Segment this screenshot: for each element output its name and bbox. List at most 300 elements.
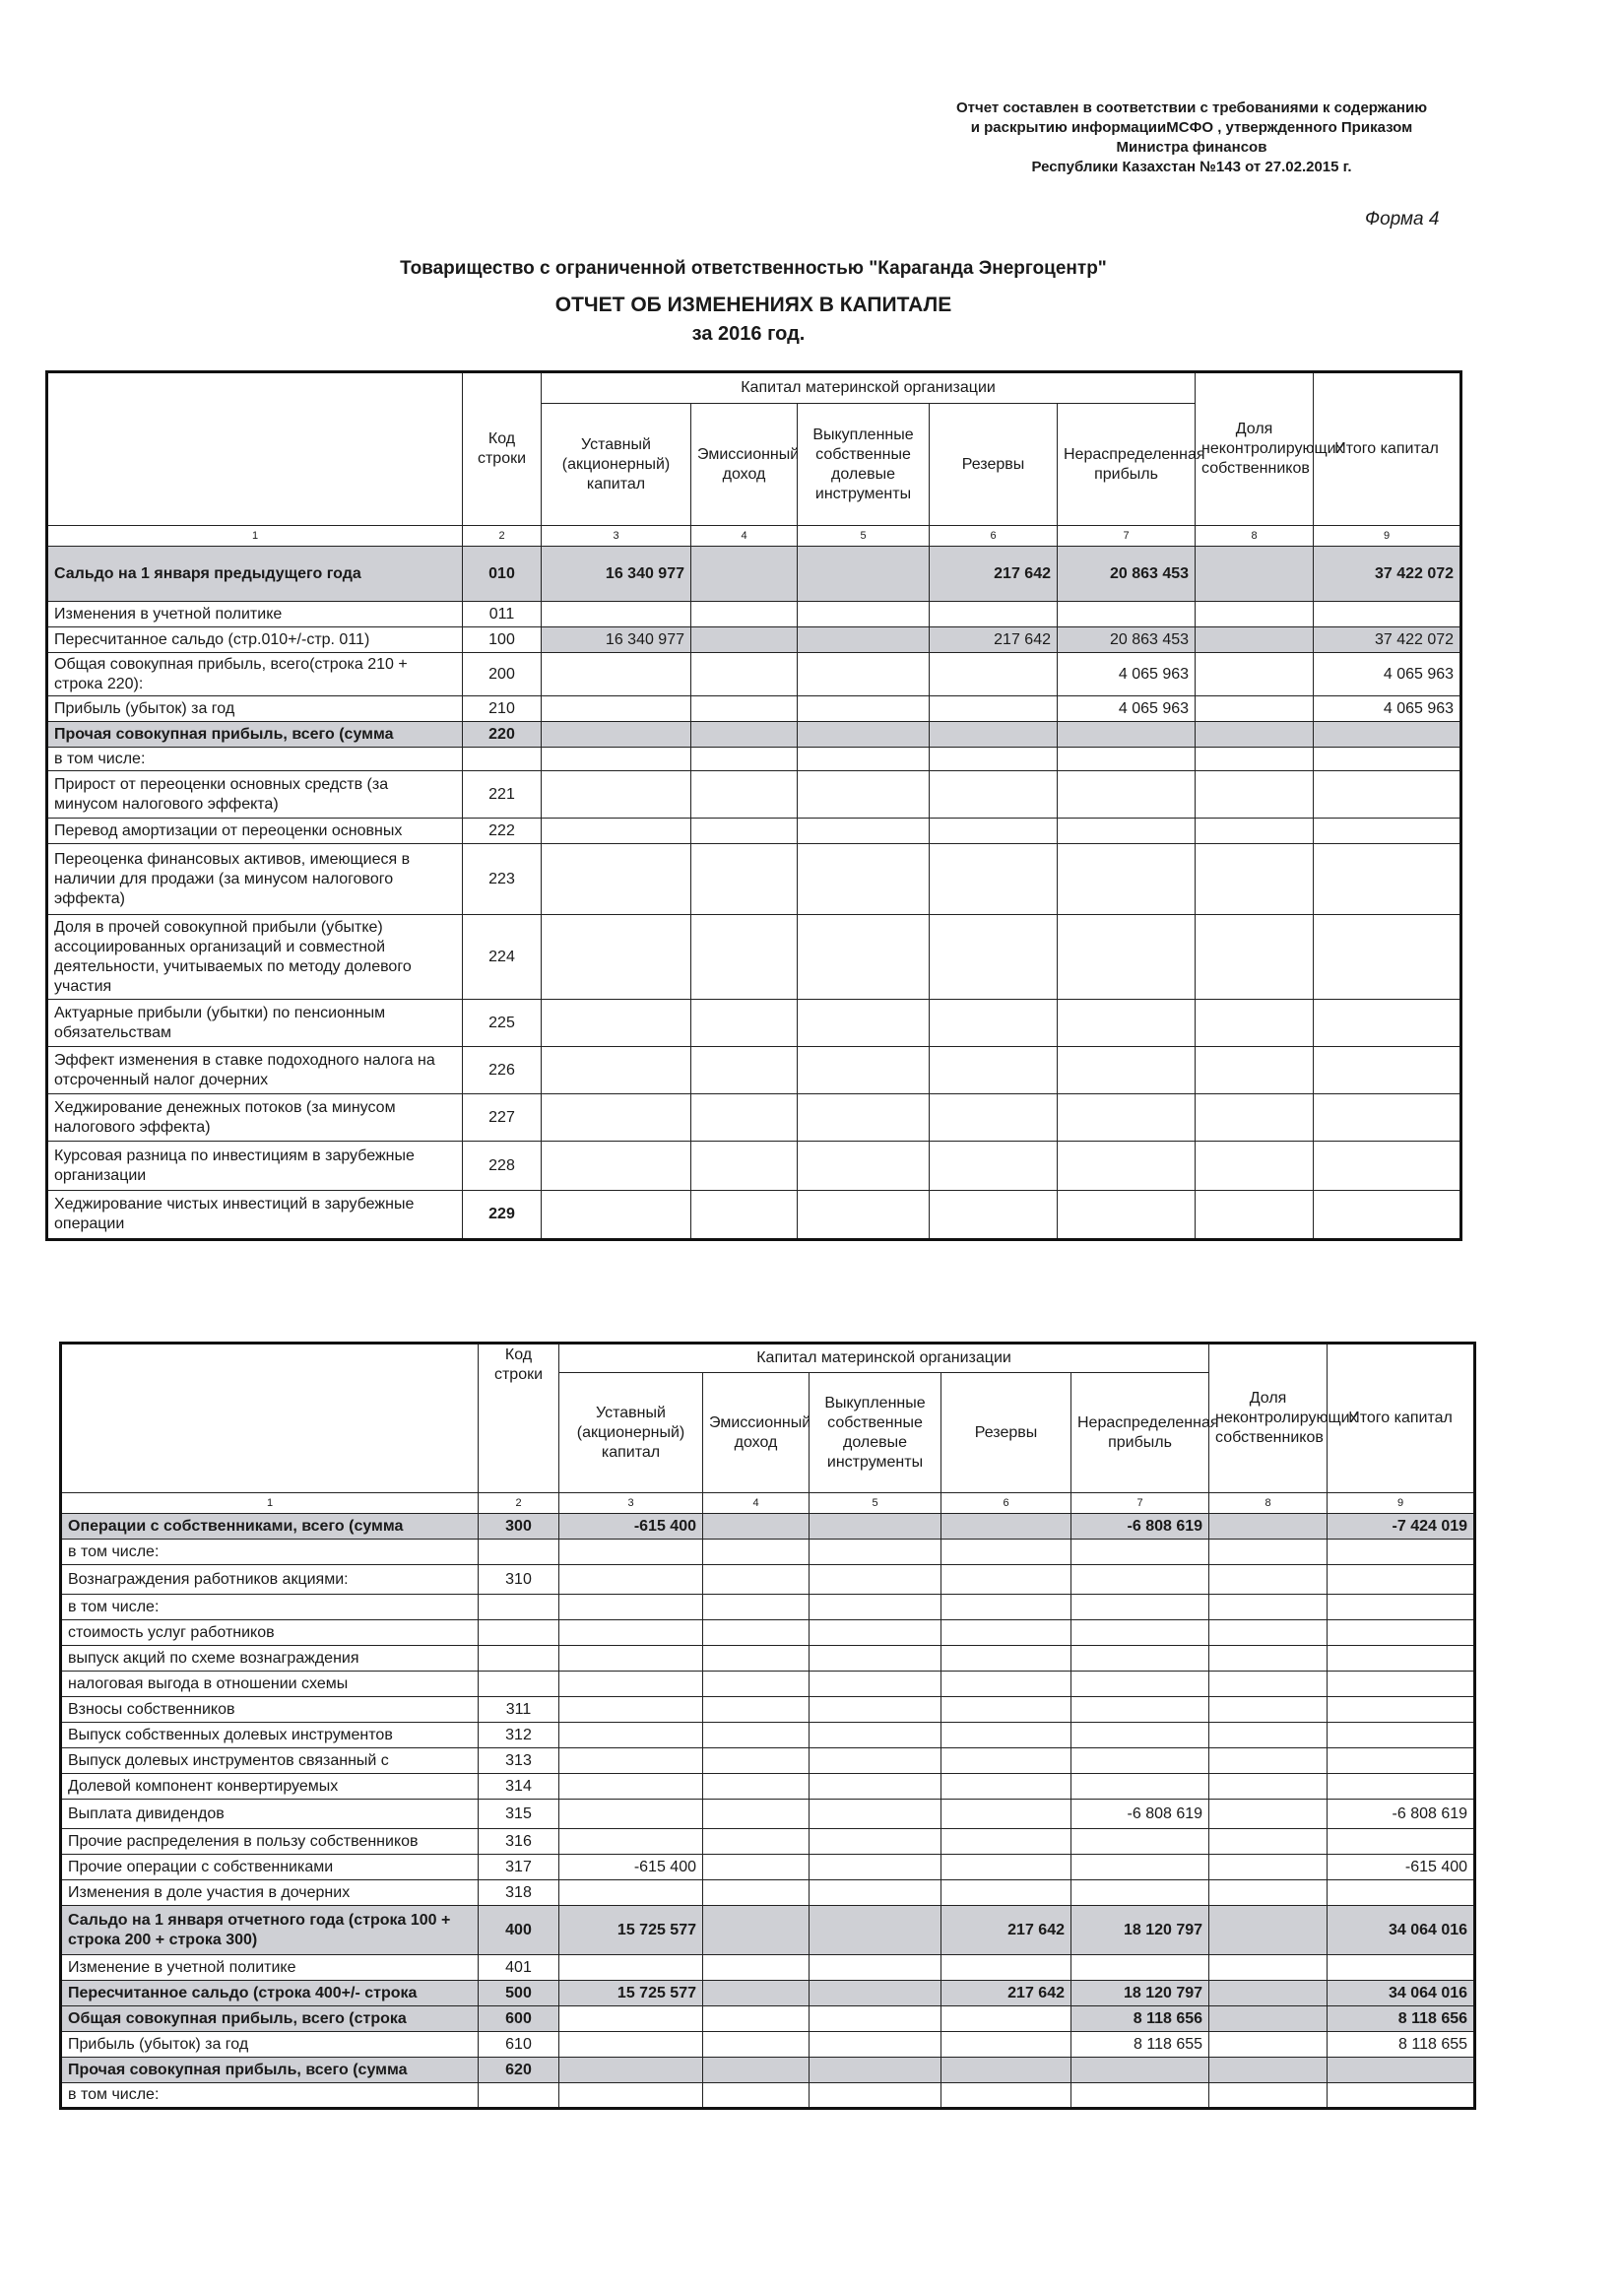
minority-cell [1209,1565,1328,1595]
row-label: Прочая совокупная прибыль, всего (сумма [61,2058,479,2083]
table-row [47,547,1461,602]
share-premium-cell [691,1142,798,1191]
share-capital-cell [559,1723,703,1748]
row-code: 228 [463,1142,542,1191]
minority-cell [1209,1829,1328,1855]
table-row [61,1800,1475,1829]
table-row [47,1191,1461,1240]
minority-cell [1196,771,1314,819]
report-period: за 2016 год. [691,323,806,345]
column-number: 1 [61,1493,479,1514]
treasury-shares-cell [810,1800,941,1829]
minority-cell [1196,844,1314,915]
total-cell [1328,1672,1475,1697]
minority-cell [1196,1047,1314,1094]
compliance-note-line: и раскрытию информацииМСФО , утвержденного Приказом [970,119,1413,136]
row-code: 010 [463,547,542,602]
row-label: Пересчитанное сальдо (строка 400+/- строка [61,1981,479,2006]
total-cell [1314,1094,1461,1142]
share-premium-cell [703,1955,810,1981]
row-label: Общая совокупная прибыль, всего (строка [61,2006,479,2032]
share-premium-cell [691,844,798,915]
row-code: 221 [463,771,542,819]
share-capital-cell [559,1672,703,1697]
total-cell: 8 118 655 [1328,2032,1475,2058]
retained-earnings-cell [1071,1540,1209,1565]
header-reserves: Резервы [930,404,1058,526]
header-code: Код строки [463,372,542,526]
minority-cell [1196,915,1314,1000]
table-row [61,2083,1475,2109]
minority-cell [1209,2058,1328,2083]
column-number: 5 [798,526,930,547]
row-code: 300 [479,1514,559,1540]
share-capital-cell: 16 340 977 [542,547,691,602]
retained-earnings-cell [1071,2058,1209,2083]
treasury-shares-cell [798,627,930,653]
row-label: Актуарные прибыли (убытки) по пенсионным обязательствам [47,1000,463,1047]
share-capital-cell [559,1955,703,1981]
row-code: 314 [479,1774,559,1800]
reserves-cell [930,1142,1058,1191]
minority-cell [1209,1880,1328,1906]
share-premium-cell [703,1723,810,1748]
row-code: 401 [479,1955,559,1981]
total-cell: 37 422 072 [1314,627,1461,653]
retained-earnings-cell [1058,1142,1196,1191]
share-premium-cell [703,2006,810,2032]
table-row [61,1880,1475,1906]
column-number: 5 [810,1493,941,1514]
table-row [47,1047,1461,1094]
retained-earnings-cell [1058,1094,1196,1142]
total-cell [1314,1000,1461,1047]
treasury-shares-cell [798,844,930,915]
share-capital-cell: -615 400 [559,1514,703,1540]
treasury-shares-cell [810,1697,941,1723]
share-premium-cell [691,696,798,722]
minority-cell [1209,1514,1328,1540]
reserves-cell [941,1565,1071,1595]
minority-cell [1209,1800,1328,1829]
total-cell [1314,844,1461,915]
reserves-cell [930,722,1058,748]
retained-earnings-cell [1058,1047,1196,1094]
share-capital-cell [542,748,691,771]
column-number: 3 [542,526,691,547]
row-code: 620 [479,2058,559,2083]
row-label: Прочие операции с собственниками [61,1855,479,1880]
treasury-shares-cell [798,722,930,748]
row-label: выпуск акций по схеме вознаграждения [61,1646,479,1672]
column-number: 1 [47,526,463,547]
share-premium-cell [703,1800,810,1829]
treasury-shares-cell [810,1774,941,1800]
minority-cell [1209,1855,1328,1880]
reserves-cell: 217 642 [930,547,1058,602]
retained-earnings-cell [1071,1595,1209,1620]
row-label: налоговая выгода в отношении схемы [61,1672,479,1697]
row-label: Выплата дивидендов [61,1800,479,1829]
share-premium-cell [703,1981,810,2006]
row-code: 610 [479,2032,559,2058]
retained-earnings-cell [1058,722,1196,748]
treasury-shares-cell [810,1906,941,1955]
treasury-shares-cell [810,2032,941,2058]
reserves-cell [941,1646,1071,1672]
total-cell [1328,1880,1475,1906]
share-premium-cell [703,1697,810,1723]
table-row [61,2032,1475,2058]
share-capital-cell [559,1620,703,1646]
total-cell [1314,1142,1461,1191]
table-header-row [61,1344,1475,1373]
retained-earnings-cell: 20 863 453 [1058,627,1196,653]
table-row [61,1672,1475,1697]
table-row [61,2058,1475,2083]
row-label: в том числе: [61,1540,479,1565]
header-parent-capital: Капитал материнской организации [542,372,1196,404]
treasury-shares-cell [810,2083,941,2109]
total-cell: 34 064 016 [1328,1906,1475,1955]
header-retained-earnings: Нераспределенная прибыль [1058,404,1196,526]
row-label: Изменения в учетной политике [47,602,463,627]
share-premium-cell [703,2058,810,2083]
header-share-capital: Уставный (акционерный) капитал [542,404,691,526]
share-capital-cell [559,2006,703,2032]
treasury-shares-cell [810,1855,941,1880]
retained-earnings-cell [1071,1829,1209,1855]
row-code [479,1620,559,1646]
treasury-shares-cell [810,1565,941,1595]
header-treasury-shares: Выкупленные собственные долевые инструменты [810,1373,941,1493]
table-row [61,1595,1475,1620]
total-cell [1314,915,1461,1000]
header-minority: Доля неконтролирующих собственников [1196,372,1314,526]
total-cell [1328,1955,1475,1981]
row-label: Изменение в учетной политике [61,1955,479,1981]
minority-cell [1196,748,1314,771]
retained-earnings-cell [1071,1855,1209,1880]
row-label: Прибыль (убыток) за год [61,2032,479,2058]
row-label: Операции с собственниками, всего (сумма [61,1514,479,1540]
reserves-cell [941,1514,1071,1540]
reserves-cell [930,1191,1058,1240]
table-row [61,1774,1475,1800]
header-reserves: Резервы [941,1373,1071,1493]
share-premium-cell [691,819,798,844]
table-row [47,653,1461,696]
column-number: 8 [1196,526,1314,547]
share-premium-cell [703,1880,810,1906]
retained-earnings-cell: -6 808 619 [1071,1800,1209,1829]
treasury-shares-cell [810,1672,941,1697]
row-code [479,2083,559,2109]
retained-earnings-cell [1071,1748,1209,1774]
row-code: 500 [479,1981,559,2006]
column-number: 7 [1058,526,1196,547]
table-row [61,1981,1475,2006]
row-label: Сальдо на 1 января предыдущего года [47,547,463,602]
row-code: 100 [463,627,542,653]
treasury-shares-cell [798,915,930,1000]
share-premium-cell [691,722,798,748]
minority-cell [1196,819,1314,844]
share-premium-cell [691,1191,798,1240]
row-code: 312 [479,1723,559,1748]
treasury-shares-cell [798,696,930,722]
share-capital-cell [559,1800,703,1829]
minority-cell [1209,1723,1328,1748]
table-row [61,1514,1475,1540]
header-code: Код строки [479,1344,559,1493]
minority-cell [1209,1620,1328,1646]
row-code: 229 [463,1191,542,1240]
table-row [61,2006,1475,2032]
reserves-cell [941,2083,1071,2109]
reserves-cell [930,602,1058,627]
total-cell: 34 064 016 [1328,1981,1475,2006]
retained-earnings-cell [1071,1646,1209,1672]
row-code: 317 [479,1855,559,1880]
share-premium-cell [703,1748,810,1774]
table-row [47,602,1461,627]
total-cell [1314,748,1461,771]
share-premium-cell [703,1646,810,1672]
row-code: 313 [479,1748,559,1774]
share-premium-cell [691,748,798,771]
share-capital-cell [542,1047,691,1094]
treasury-shares-cell [798,653,930,696]
minority-cell [1209,1981,1328,2006]
reserves-cell [930,1047,1058,1094]
reserves-cell [930,653,1058,696]
column-number: 3 [559,1493,703,1514]
row-code: 011 [463,602,542,627]
reserves-cell [941,1672,1071,1697]
header-share-capital: Уставный (акционерный) капитал [559,1373,703,1493]
retained-earnings-cell [1058,1000,1196,1047]
table-row [47,1000,1461,1047]
share-capital-cell [559,1774,703,1800]
minority-cell [1209,1748,1328,1774]
share-capital-cell [559,1595,703,1620]
share-premium-cell [703,1595,810,1620]
reserves-cell [941,1955,1071,1981]
row-code: 311 [479,1697,559,1723]
row-label: Выпуск долевых инструментов связанный с [61,1748,479,1774]
treasury-shares-cell [810,2006,941,2032]
total-cell: -6 808 619 [1328,1800,1475,1829]
header-treasury-shares: Выкупленные собственные долевые инструменты [798,404,930,526]
row-code: 318 [479,1880,559,1906]
share-capital-cell [542,653,691,696]
row-label: Изменения в доле участия в дочерних [61,1880,479,1906]
row-label: Сальдо на 1 января отчетного года (строка 100 + строка 200 + строка 300) [61,1906,479,1955]
row-label: Перевод амортизации от переоценки основных [47,819,463,844]
reserves-cell [930,819,1058,844]
retained-earnings-cell: 4 065 963 [1058,653,1196,696]
minority-cell [1209,1697,1328,1723]
treasury-shares-cell [798,547,930,602]
share-premium-cell [703,1620,810,1646]
row-label: Прочие распределения в пользу собственников [61,1829,479,1855]
reserves-cell [941,1620,1071,1646]
share-capital-cell [542,915,691,1000]
column-number: 8 [1209,1493,1328,1514]
share-capital-cell [542,602,691,627]
share-capital-cell: 15 725 577 [559,1906,703,1955]
row-label: Взносы собственников [61,1697,479,1723]
retained-earnings-cell: 18 120 797 [1071,1906,1209,1955]
retained-earnings-cell: 4 065 963 [1058,696,1196,722]
row-code [463,748,542,771]
reserves-cell [930,1000,1058,1047]
share-capital-cell [542,771,691,819]
share-premium-cell [703,1906,810,1955]
total-cell: -615 400 [1328,1855,1475,1880]
share-capital-cell: -615 400 [559,1855,703,1880]
row-label: Переоценка финансовых активов, имеющиеся в наличии для продажи (за минусом налогового эффекта) [47,844,463,915]
table-row [61,1855,1475,1880]
share-premium-cell [703,1540,810,1565]
company-name: Товарищество с ограниченной ответственностью "Караганда Энергоцентр" [400,258,1107,279]
treasury-shares-cell [798,1000,930,1047]
total-cell [1314,602,1461,627]
share-capital-cell [542,1094,691,1142]
share-capital-cell [559,1829,703,1855]
reserves-cell [941,2032,1071,2058]
retained-earnings-cell [1058,771,1196,819]
header-retained-earnings: Нераспределенная прибыль [1071,1373,1209,1493]
minority-cell [1209,1540,1328,1565]
minority-cell [1209,1774,1328,1800]
row-code: 220 [463,722,542,748]
treasury-shares-cell [810,1646,941,1672]
table-row [61,1646,1475,1672]
minority-cell [1196,627,1314,653]
share-premium-cell [691,653,798,696]
share-premium-cell [703,2083,810,2109]
minority-cell [1196,1142,1314,1191]
reserves-cell: 217 642 [941,1906,1071,1955]
total-cell [1314,819,1461,844]
row-code: 223 [463,844,542,915]
row-label: Выпуск собственных долевых инструментов [61,1723,479,1748]
retained-earnings-cell: 8 118 656 [1071,2006,1209,2032]
share-capital-cell [559,2058,703,2083]
total-cell [1328,1565,1475,1595]
row-code: 210 [463,696,542,722]
row-label: Долевой компонент конвертируемых [61,1774,479,1800]
treasury-shares-cell [798,1094,930,1142]
share-capital-cell [559,1646,703,1672]
total-cell [1328,1774,1475,1800]
reserves-cell: 217 642 [941,1981,1071,2006]
table-row [61,1906,1475,1955]
table-row [61,1540,1475,1565]
table-row [47,1142,1461,1191]
share-capital-cell [559,2032,703,2058]
treasury-shares-cell [810,1829,941,1855]
compliance-note [886,98,1497,177]
table-row [61,1697,1475,1723]
minority-cell [1209,1955,1328,1981]
total-cell [1328,1697,1475,1723]
reserves-cell [941,1723,1071,1748]
row-code [479,1672,559,1697]
table-row [47,722,1461,748]
header-share-premium: Эмиссионный доход [691,404,798,526]
minority-cell [1209,1672,1328,1697]
minority-cell [1196,696,1314,722]
total-cell: -7 424 019 [1328,1514,1475,1540]
total-cell [1314,1191,1461,1240]
retained-earnings-cell [1058,915,1196,1000]
table-row [47,696,1461,722]
compliance-note-line: Республики Казахстан №143 от 27.02.2015 г. [1031,159,1352,175]
row-label: Доля в прочей совокупной прибыли (убытке) ассоциированных организаций и совместной деятельности, учитываемых по методу долевого участия [47,915,463,1000]
share-capital-cell [559,1565,703,1595]
minority-cell [1209,2006,1328,2032]
minority-cell [1209,1595,1328,1620]
table-row [47,748,1461,771]
row-code: 227 [463,1094,542,1142]
share-capital-cell [559,1748,703,1774]
share-premium-cell [691,771,798,819]
header-parent-capital: Капитал материнской организации [559,1344,1209,1373]
row-code: 310 [479,1565,559,1595]
minority-cell [1209,2083,1328,2109]
total-cell [1314,771,1461,819]
row-code: 400 [479,1906,559,1955]
reserves-cell [941,2006,1071,2032]
reserves-cell [941,1697,1071,1723]
treasury-shares-cell [798,771,930,819]
share-premium-cell [703,1855,810,1880]
treasury-shares-cell [810,1981,941,2006]
row-code: 200 [463,653,542,696]
share-premium-cell [691,627,798,653]
row-code [479,1646,559,1672]
column-number: 6 [941,1493,1071,1514]
table-row [61,1955,1475,1981]
table-row [47,915,1461,1000]
column-number: 4 [703,1493,810,1514]
table-row [61,1565,1475,1595]
row-code: 224 [463,915,542,1000]
retained-earnings-cell [1071,1565,1209,1595]
reserves-cell [941,2058,1071,2083]
header-minority: Доля неконтролирующих собственников [1209,1344,1328,1493]
reserves-cell [930,844,1058,915]
share-capital-cell [559,1880,703,1906]
share-premium-cell [703,1514,810,1540]
row-code: 316 [479,1829,559,1855]
share-premium-cell [703,1565,810,1595]
share-capital-cell [559,1540,703,1565]
header-blank [47,372,463,526]
minority-cell [1196,602,1314,627]
minority-cell [1196,1094,1314,1142]
treasury-shares-cell [810,1723,941,1748]
table-row [47,844,1461,915]
reserves-cell [930,748,1058,771]
row-label: стоимость услуг работников [61,1620,479,1646]
row-label: Прибыль (убыток) за год [47,696,463,722]
retained-earnings-cell [1071,1880,1209,1906]
row-label: Хеджирование денежных потоков (за минусом налогового эффекта) [47,1094,463,1142]
